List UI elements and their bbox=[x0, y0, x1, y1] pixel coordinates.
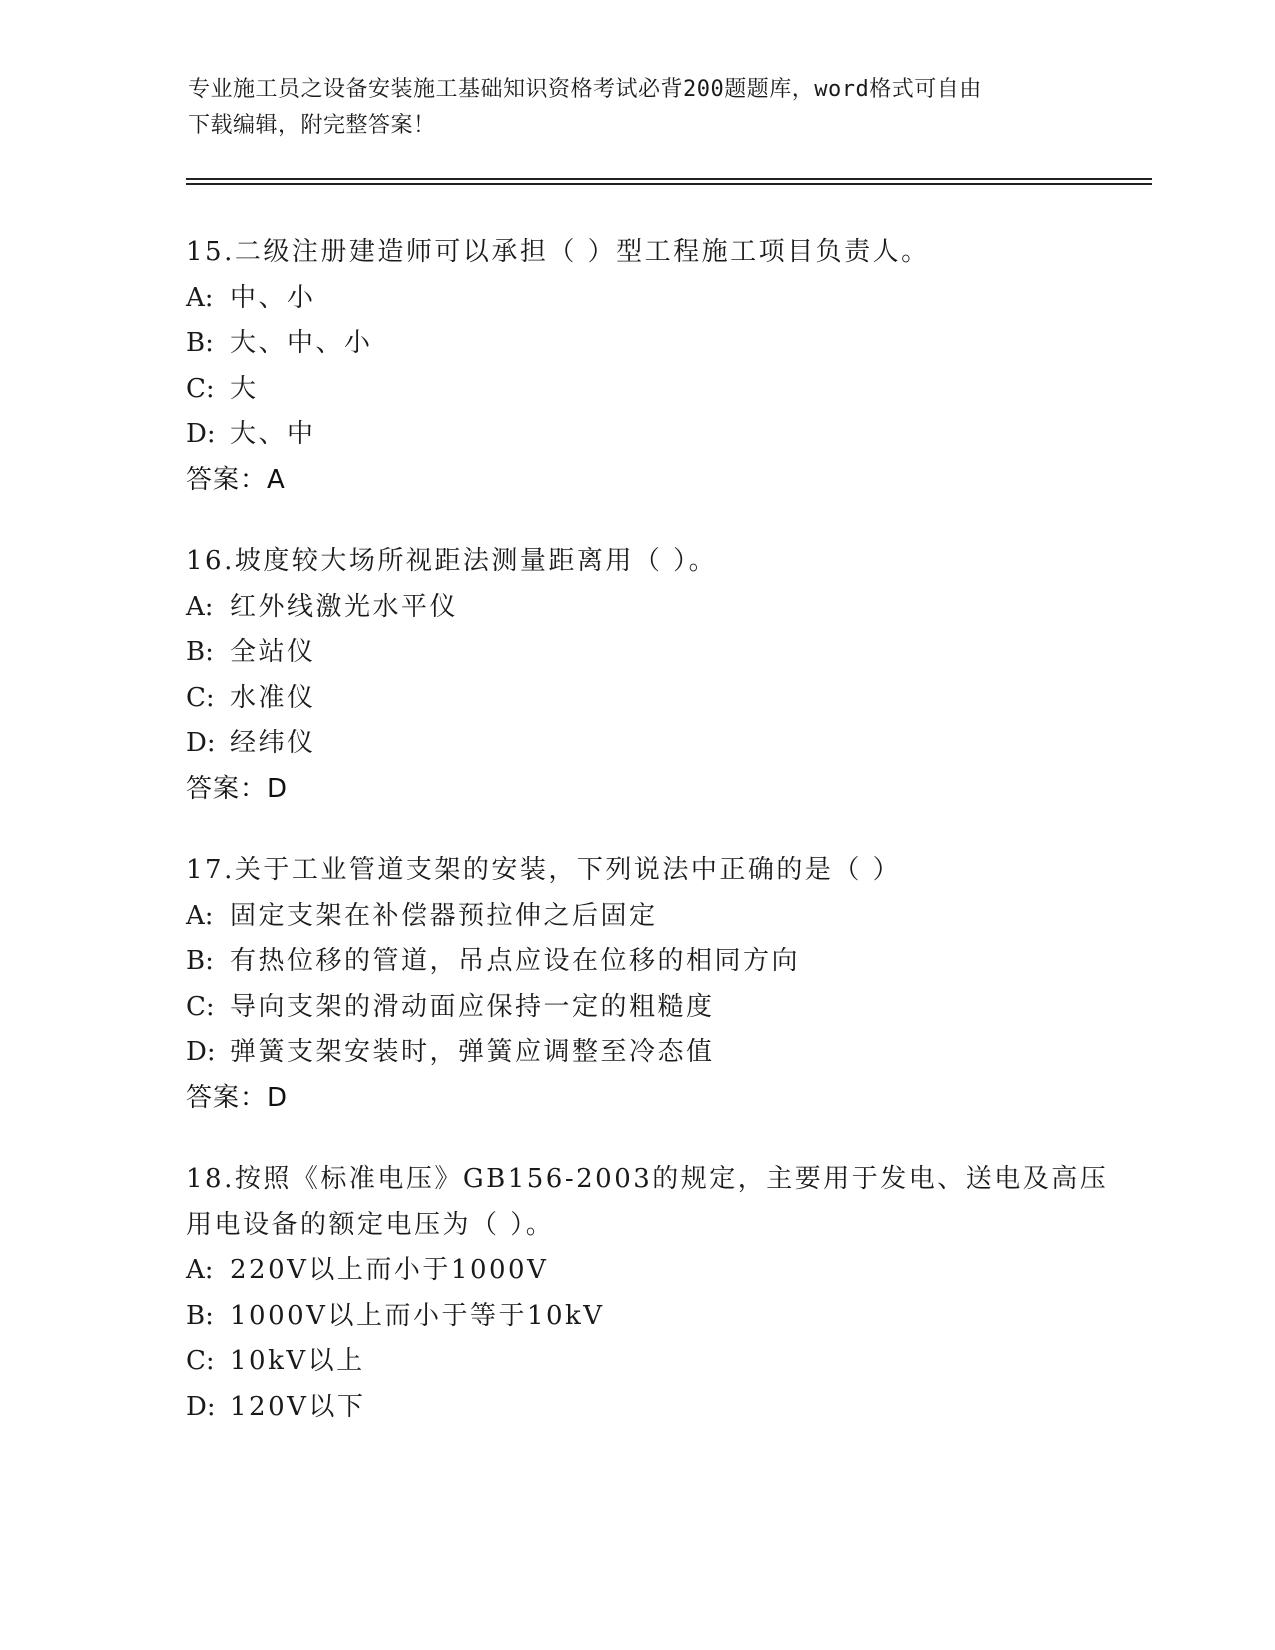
option-text: 全站仪 bbox=[230, 637, 316, 667]
document-header bbox=[188, 72, 1088, 144]
answer-label: 答案：D bbox=[186, 1082, 289, 1113]
option-text: 大 bbox=[230, 373, 259, 404]
question-17 bbox=[186, 848, 1146, 1121]
question-16 bbox=[186, 539, 1146, 812]
header-divider-top bbox=[186, 178, 1152, 180]
question-stem: 17.关于工业管道支架的安装，下列说法中正确的是（ ） bbox=[186, 855, 902, 885]
option-text: 水准仪 bbox=[230, 682, 316, 713]
option-text: 导向支架的滑动面应保持一定的粗糙度 bbox=[230, 991, 715, 1022]
option-a[interactable] bbox=[186, 585, 1146, 631]
option-text: 弹簧支架安装时，弹簧应调整至冷态值 bbox=[230, 1037, 715, 1067]
answer-label: 答案：A bbox=[186, 464, 286, 495]
option-letter: A: bbox=[186, 591, 214, 622]
question-stem: 16.坡度较大场所视距法测量距离用（ ）。 bbox=[186, 546, 718, 576]
header-line-2: 下载编辑，附完整答案！ bbox=[188, 113, 436, 138]
option-c[interactable] bbox=[186, 367, 1146, 413]
option-letter: D: bbox=[186, 1391, 216, 1422]
option-text: 有热位移的管道，吊点应设在位移的相同方向 bbox=[230, 946, 801, 976]
question-list bbox=[186, 230, 1146, 1466]
option-letter: C: bbox=[186, 373, 215, 404]
option-letter: D: bbox=[186, 419, 216, 449]
option-b[interactable] bbox=[186, 321, 1146, 367]
question-18 bbox=[186, 1157, 1146, 1430]
option-text: 大、中、小 bbox=[230, 328, 373, 358]
option-text: 220V以上而小于1000V bbox=[230, 1255, 549, 1285]
question-stem: 15.二级注册建造师可以承担（ ）型工程施工项目负责人。 bbox=[186, 237, 930, 267]
option-d[interactable] bbox=[186, 721, 1146, 767]
option-a[interactable] bbox=[186, 894, 1146, 940]
option-b[interactable] bbox=[186, 939, 1146, 985]
option-d[interactable] bbox=[186, 1385, 1146, 1431]
option-c[interactable] bbox=[186, 985, 1146, 1031]
option-d[interactable] bbox=[186, 1030, 1146, 1076]
option-text: 大、中 bbox=[230, 419, 316, 449]
option-text: 固定支架在补偿器预拉伸之后固定 bbox=[230, 900, 658, 931]
option-letter: C: bbox=[186, 991, 215, 1022]
option-c[interactable] bbox=[186, 1339, 1146, 1385]
answer-label: 答案：D bbox=[186, 773, 289, 804]
option-letter: A: bbox=[186, 1255, 214, 1285]
option-c[interactable] bbox=[186, 676, 1146, 722]
option-letter: B: bbox=[186, 328, 214, 358]
header-line-1: 专业施工员之设备安装施工基础知识资格考试必背200题题库，word格式可自由 bbox=[188, 77, 982, 102]
option-text: 1000V以上而小于等于10kV bbox=[230, 1300, 605, 1331]
option-letter: A: bbox=[186, 282, 214, 313]
option-letter: C: bbox=[186, 1346, 215, 1376]
option-letter: D: bbox=[186, 1037, 216, 1067]
option-letter: B: bbox=[186, 637, 214, 667]
option-d[interactable] bbox=[186, 412, 1146, 458]
option-a[interactable] bbox=[186, 276, 1146, 322]
option-text: 红外线激光水平仪 bbox=[230, 591, 459, 622]
option-letter: B: bbox=[186, 946, 214, 976]
option-b[interactable] bbox=[186, 630, 1146, 676]
option-letter: C: bbox=[186, 682, 215, 713]
option-text: 经纬仪 bbox=[230, 728, 316, 758]
question-15 bbox=[186, 230, 1146, 503]
option-letter: B: bbox=[186, 1300, 214, 1331]
option-text: 120V以下 bbox=[230, 1391, 366, 1422]
option-text: 10kV以上 bbox=[230, 1346, 365, 1376]
option-letter: D: bbox=[186, 728, 216, 758]
option-a[interactable] bbox=[186, 1248, 1146, 1294]
option-letter: A: bbox=[186, 900, 214, 931]
option-b[interactable] bbox=[186, 1294, 1146, 1340]
question-stem-line-1: 18.按照《标准电压》GB156-2003的规定，主要用于发电、送电及高压 bbox=[186, 1164, 1109, 1194]
question-stem-line-2: 用电设备的额定电压为（ ）。 bbox=[186, 1209, 555, 1240]
option-text: 中、小 bbox=[230, 282, 316, 313]
header-divider-bottom bbox=[186, 183, 1152, 185]
